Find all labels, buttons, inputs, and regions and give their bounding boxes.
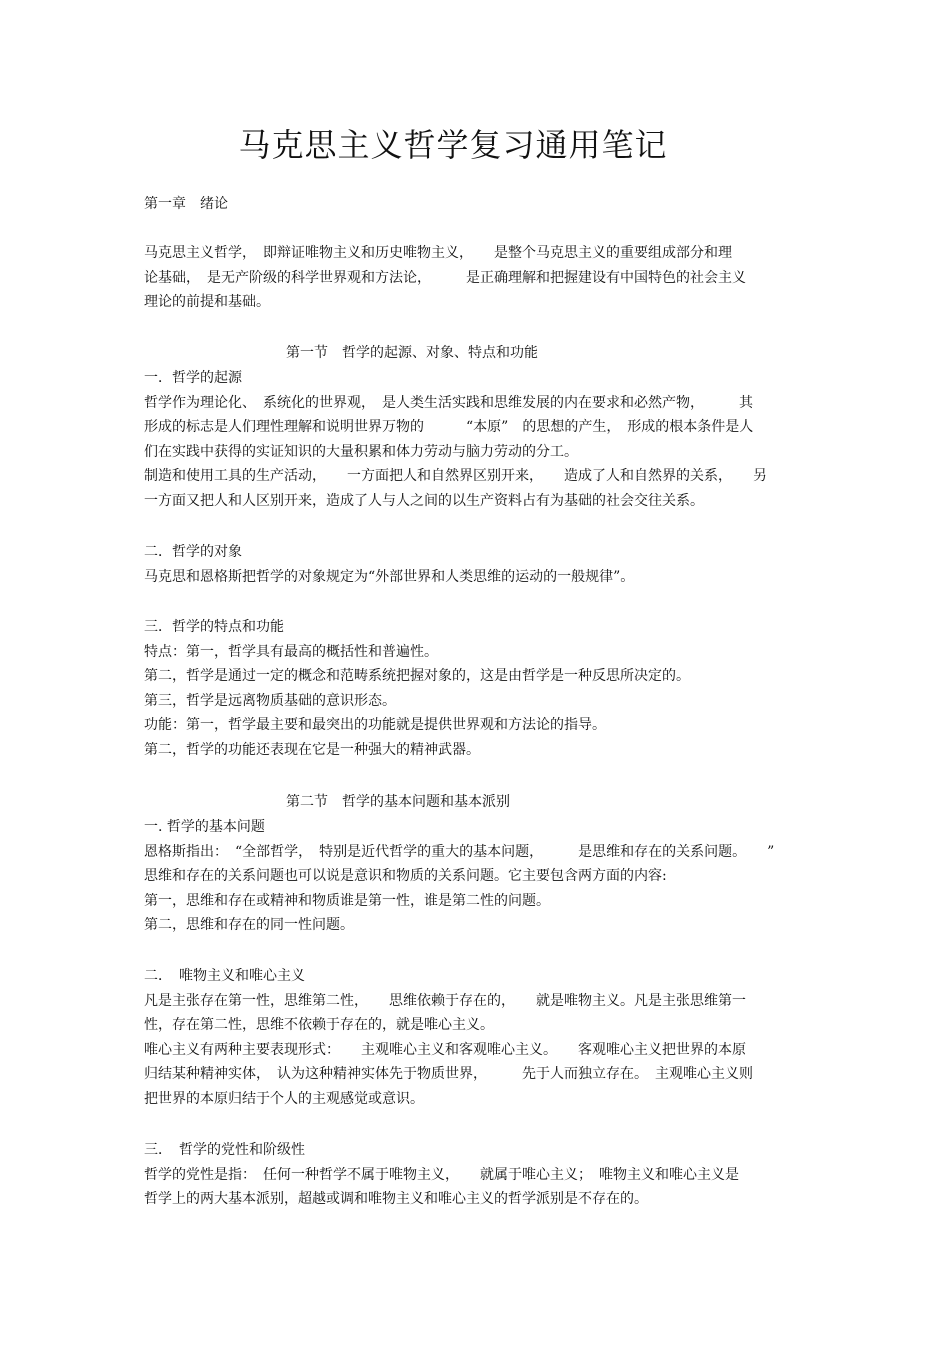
section-1-object [144,540,812,589]
section-1-heading: 第一节 哲学的起源、对象、特点和功能 [286,345,538,361]
paragraph-line: 马克思和恩格斯把哲学的对象规定为“外部世界和人类思维的运动的一般规律”。 [144,568,635,585]
paragraph-line: 第三，哲学是远离物质基础的意识形态。 [144,692,396,709]
paragraph-line: 制造和使用工具的生产活动， 一方面把人和自然界区别开来， 造成了人和自然界的关系， 另 [144,468,767,484]
paragraph-line: 凡是主张存在第一性，思维第二性， 思维依赖于存在的， 就是唯物主义。凡是主张思维第一 [144,992,746,1009]
subheading-materialism: 二． 唯物主义和唯心主义 [144,968,305,984]
chapter-heading [144,192,812,217]
subheading-basic-question: 一. 哲学的基本问题 [144,819,265,835]
paragraph-line: 哲学的党性是指： 任何一种哲学不属于唯物主义， 就属于唯心主义； 唯物主义和唯心主义是 [144,1166,739,1183]
paragraph-line: 们在实践中获得的实证知识的大量积累和体力劳动与脑力劳动的分工。 [144,443,578,460]
paragraph-line: 恩格斯指出： “全部哲学， 特别是近代哲学的重大的基本问题， 是思维和存在的关系问题。 ” [144,843,775,860]
paragraph-line: 形成的标志是人们理性理解和说明世界万物的 “本原” 的思想的产生， 形成的根本条件是人 [144,419,754,435]
section-2-basic-question [144,815,812,938]
paragraph-line: 第一，思维和存在或精神和物质谁是第一性，谁是第二性的问题。 [144,892,550,909]
paragraph-line: 性，存在第二性，思维不依赖于存在的，就是唯心主义。 [144,1017,494,1033]
paragraph-line: 功能：第一，哲学最主要和最突出的功能就是提供世界观和方法论的指导。 [144,717,606,733]
subheading-features: 三．哲学的特点和功能 [144,619,284,635]
intro-paragraph [144,241,812,315]
paragraph-line: 唯心主义有两种主要表现形式： 主观唯心主义和客观唯心主义。 客观唯心主义把世界的本原 [144,1041,746,1058]
section-1-origin [144,366,812,513]
paragraph-line: 第二，思维和存在的同一性问题。 [144,917,354,933]
subheading-origin: 一．哲学的起源 [144,370,242,386]
paragraph-line: 第二，哲学的功能还表现在它是一种强大的精神武器。 [144,741,480,758]
paragraph-line: 思维和存在的关系问题也可以说是意识和物质的关系问题。它主要包含两方面的内容: [144,868,667,884]
paragraph-line: 一方面又把人和人区别开来，造成了人与人之间的以生产资料占有为基础的社会交往关系。 [144,492,704,509]
section-2-materialism [144,964,812,1111]
intro-line: 马克思主义哲学， 即辩证唯物主义和历史唯物主义， 是整个马克思主义的重要组成部分和理 [144,245,732,261]
paragraph-line: 哲学上的两大基本派别，超越或调和唯物主义和唯心主义的哲学派别是不存在的。 [144,1191,648,1207]
document-title: 马克思主义哲学复习通用笔记 [238,126,668,164]
section-2-partisanship [144,1138,812,1212]
subheading-partisanship: 三． 哲学的党性和阶级性 [144,1142,305,1158]
intro-line: 论基础， 是无产阶级的科学世界观和方法论， 是正确理解和把握建设有中国特色的社会主义 [144,269,746,286]
section-1-features [144,615,812,762]
subheading-object: 二．哲学的对象 [144,544,242,560]
paragraph-line: 归结某种精神实体， 认为这种精神实体先于物质世界， 先于人而独立存在。 主观唯心主义则 [144,1066,753,1082]
paragraph-line: 哲学作为理论化、 系统化的世界观， 是人类生活实践和思维发展的内在要求和必然产物， 其 [144,394,753,411]
section-2-heading: 第二节 哲学的基本问题和基本派别 [286,794,510,810]
paragraph-line: 把世界的本原归结于个人的主观感觉或意识。 [144,1090,424,1107]
paragraph-line: 第二，哲学是通过一定的概念和范畴系统把握对象的，这是由哲学是一种反思所决定的。 [144,668,690,684]
intro-line: 理论的前提和基础。 [144,294,270,310]
chapter-heading-text: 第一章 绪论 [144,196,228,212]
paragraph-line: 特点：第一，哲学具有最高的概括性和普遍性。 [144,643,438,660]
